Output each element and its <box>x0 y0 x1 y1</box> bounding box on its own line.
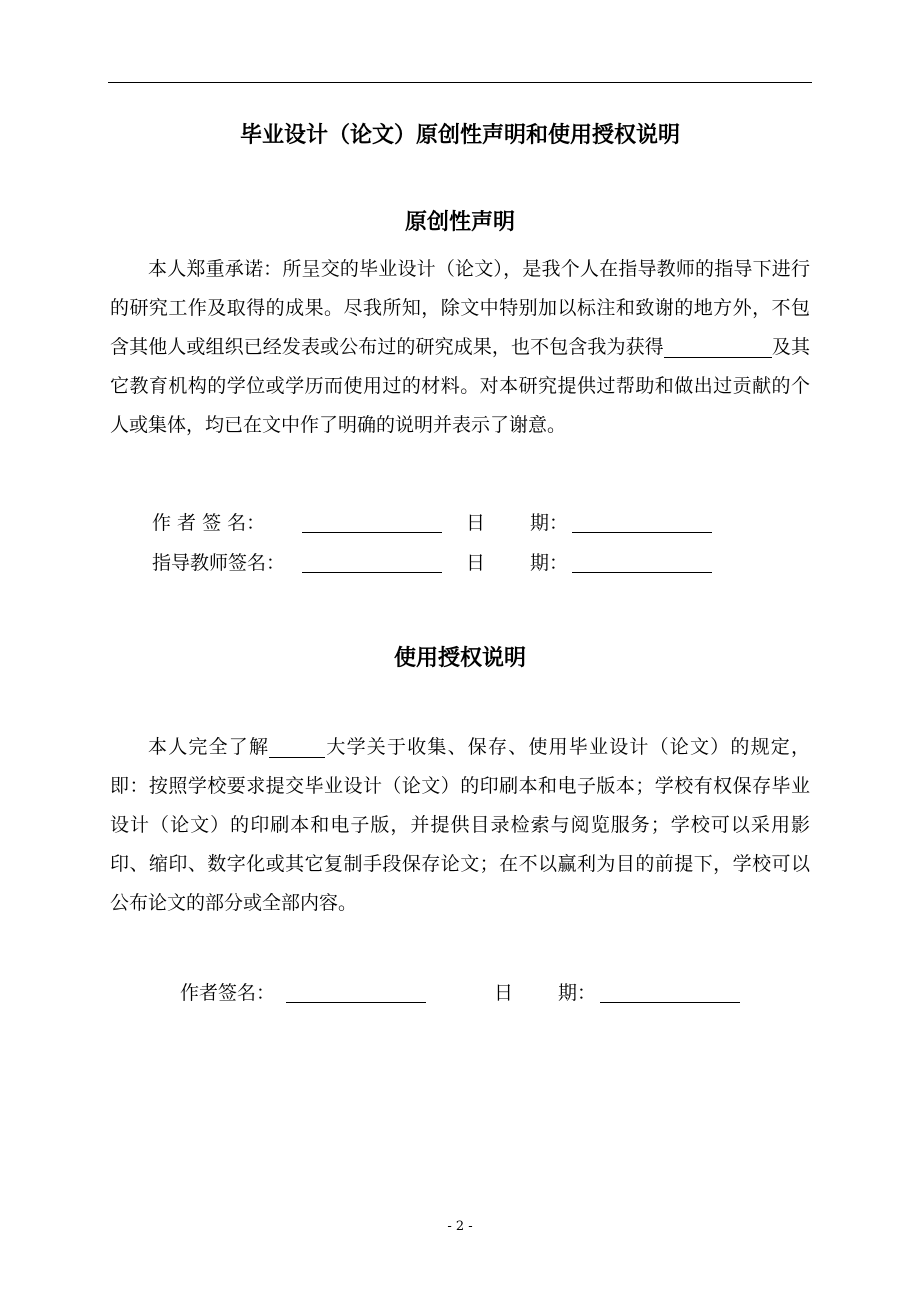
declaration-title: 原创性声明 <box>404 210 515 235</box>
date-label-1: 日 <box>494 982 514 1004</box>
date-label-2: 期： <box>530 552 569 574</box>
authorization-sign-label: 作者签名： <box>180 982 276 1004</box>
authorization-signature-row <box>180 978 780 1008</box>
author-sign-label: 作 者 签 名： <box>152 512 266 534</box>
authorization-date-line <box>600 1002 740 1003</box>
advisor-date-line <box>572 572 712 573</box>
author-signature-row <box>152 508 752 538</box>
date-label-1: 日 <box>466 512 486 534</box>
date-label-1: 日 <box>466 552 486 574</box>
degree-blank <box>664 338 772 358</box>
authorization-title: 使用授权说明 <box>393 646 526 671</box>
authorization-sign-line <box>286 1002 426 1003</box>
date-label-2: 期： <box>558 982 597 1004</box>
advisor-sign-label: 指导教师签名： <box>152 552 286 574</box>
date-label-2: 期： <box>530 512 569 534</box>
page-number: - 2 - <box>447 1219 473 1234</box>
author-date-line <box>572 532 712 533</box>
author-sign-line <box>302 532 442 533</box>
declaration-text-part1: 本人郑重承诺：所呈交的毕业设计（论文），是我个人在指导教师的指导下进行的研究工作及取得的成果。尽我所知，除文中特别加以标注和致谢的地方外，不包含其他人或组织已经发表或公布过的研究成果，也不包含我为获得 <box>110 258 810 358</box>
authorization-text-part2: 大学关于收集、保存、使用毕业设计（论文）的规定，即：按照学校要求提交毕业设计（论文）的印刷本和电子版本；学校有权保存毕业设计（论文）的印刷本和电子版，并提供目录检索与阅览服务；学校可以采用影印、缩印、数字化或其它复制手段保存论文；在不以赢利为目的前提下，学校可以公布论文的部分或全部内容。 <box>110 736 810 914</box>
declaration-paragraph <box>110 250 810 445</box>
authorization-paragraph <box>110 728 810 923</box>
authorization-text-part1: 本人完全了解 <box>148 736 270 758</box>
header-rule <box>108 82 812 83</box>
advisor-signature-row <box>152 548 752 578</box>
declaration-text-part2: 及其它教育机构的学位或学历而使用过的材料。对本研究提供过帮助和做出过贡献的个人或集体，均已在文中作了明确的说明并表示了谢意。 <box>110 336 810 436</box>
document-title: 毕业设计（论文）原创性声明和使用授权说明 <box>239 123 680 148</box>
advisor-sign-line <box>302 572 442 573</box>
university-blank <box>269 738 325 758</box>
